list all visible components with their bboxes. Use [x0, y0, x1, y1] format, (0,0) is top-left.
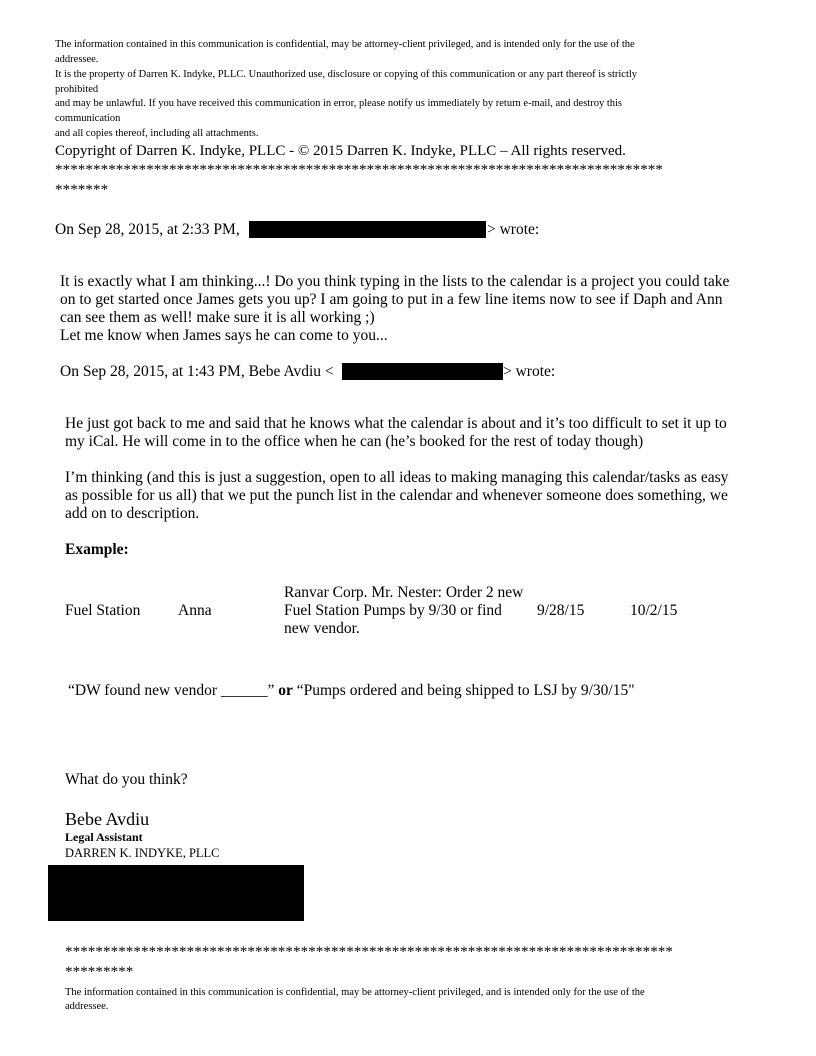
redaction-box	[48, 865, 304, 921]
body-line: It is exactly what I am thinking...! Do you think typing in the lists to the calendar is a project you could take	[60, 273, 730, 290]
description-part: “DW found new vendor ______”	[68, 682, 275, 699]
body-line: can see them as well! make sure it is all working ;)	[60, 309, 375, 326]
example-category: Fuel Station	[65, 602, 141, 619]
redaction-box	[249, 221, 486, 238]
reply-header-suffix: > wrote:	[487, 221, 540, 238]
example-task-line: new vendor.	[284, 620, 360, 637]
copyright-line: Copyright of Darren K. Indyke, PLLC - © 2015 Darren K. Indyke, PLLC – All rights reserved.	[55, 143, 626, 159]
separator-stars: *******	[55, 182, 109, 198]
separator-stars: ********************************************************************************	[55, 162, 663, 178]
body-line: my iCal. He will come in to the office when he can (he’s booked for the rest of today though)	[65, 433, 644, 450]
body-line: on to get started once James gets you up? I am going to put in a few line items now to see if Daph and Ann	[60, 291, 723, 308]
example-person: Anna	[178, 602, 212, 619]
body-line: He just got back to me and said that he knows what the calendar is about and it’s too difficult to set it up to	[65, 415, 727, 432]
reply-header-suffix: > wrote:	[503, 363, 556, 380]
example-task-line: Fuel Station Pumps by 9/30 or find	[284, 602, 502, 619]
body-line: Let me know when James says he can come to you...	[60, 327, 388, 344]
description-or: or	[278, 682, 293, 699]
disclaimer-line: prohibited	[55, 84, 99, 95]
question-line: What do you think?	[65, 771, 188, 788]
signature-title: Legal Assistant	[65, 830, 143, 844]
separator-stars: *********	[65, 964, 134, 980]
separator-stars: ********************************************************************************	[65, 944, 673, 960]
body-line: I’m thinking (and this is just a suggestion, open to all ideas to making managing this calendar/tasks as easy	[65, 469, 729, 486]
disclaimer-line: It is the property of Darren K. Indyke, PLLC. Unauthorized use, disclosure or copying of this communication or any part thereof is strictly	[55, 69, 638, 80]
body-line: as possible for us all) that we put the punch list in the calendar and whenever someone does something, we	[65, 487, 728, 504]
example-due-date: 10/2/15	[630, 602, 678, 619]
signature-firm: DARREN K. INDYKE, PLLC	[65, 846, 220, 860]
description-example	[68, 682, 635, 700]
body-line: add on to description.	[65, 505, 200, 522]
example-start-date: 9/28/15	[537, 602, 585, 619]
reply-header-prefix: On Sep 28, 2015, at 1:43 PM, Bebe Avdiu <	[60, 363, 334, 380]
description-part: “Pumps ordered and being shipped to LSJ by 9/30/15"	[296, 682, 635, 699]
example-task-line: Ranvar Corp. Mr. Nester: Order 2 new	[284, 584, 524, 601]
disclaimer-line: communication	[55, 113, 121, 124]
reply-header	[55, 221, 240, 239]
disclaimer-line: and may be unlawful. If you have received this communication in error, please notify us immediately by return e-mail, and destroy this	[55, 98, 622, 109]
reply-header-prefix: On Sep 28, 2015, at 2:33 PM,	[55, 221, 240, 238]
disclaimer-line: The information contained in this communication is confidential, may be attorney-client privileged, and is intended only for the use of the	[55, 39, 635, 50]
redaction-box	[342, 363, 503, 380]
disclaimer-line: addressee.	[65, 1001, 109, 1012]
disclaimer-line: and all copies thereof, including all attachments.	[55, 128, 259, 139]
signature-name: Bebe Avdiu	[65, 809, 150, 829]
example-label: Example:	[65, 541, 129, 558]
disclaimer-line: addressee.	[55, 54, 99, 65]
disclaimer-line: The information contained in this communication is confidential, may be attorney-client privileged, and is intended only for the use of the	[65, 987, 645, 998]
